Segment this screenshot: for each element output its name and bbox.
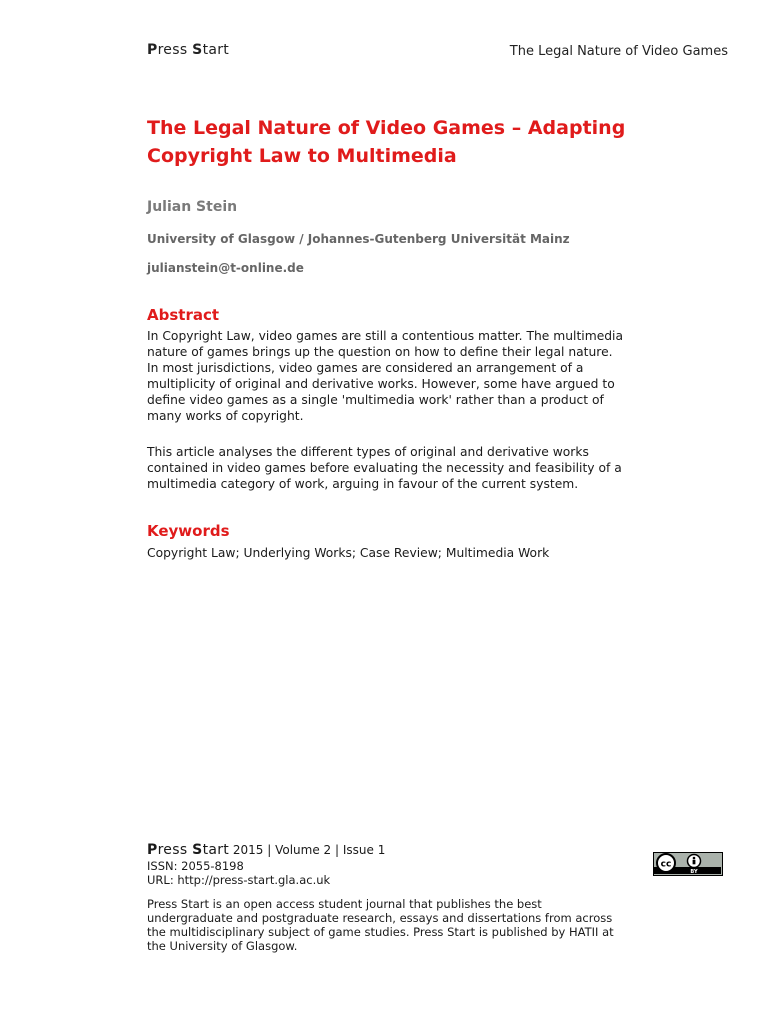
cc-by-label: BY bbox=[690, 869, 698, 874]
logo-part-tart: tart bbox=[202, 42, 230, 58]
footer-volume-issue: 2015 | Volume 2 | Issue 1 bbox=[229, 843, 386, 857]
abstract-heading: Abstract bbox=[147, 306, 220, 324]
keywords-list: Copyright Law; Underlying Works; Case Review; Multimedia Work bbox=[147, 546, 550, 560]
footer-logo bbox=[147, 842, 229, 858]
keywords-heading: Keywords bbox=[147, 522, 230, 540]
logo-letter-s: S bbox=[192, 42, 203, 58]
footer-logo-part-ress: ress bbox=[157, 842, 193, 858]
footer-url[interactable]: URL: http://press-start.gla.ac.uk bbox=[147, 873, 331, 887]
creative-commons-by-icon[interactable] bbox=[653, 852, 723, 876]
running-header-title: The Legal Nature of Video Games bbox=[509, 44, 728, 59]
author-affiliation: University of Glasgow / Johannes-Gutenberg Universität Mainz bbox=[147, 232, 570, 246]
article-title: The Legal Nature of Video Games – Adapting Copyright Law to Multimedia bbox=[147, 117, 626, 167]
svg-text:cc: cc bbox=[660, 859, 672, 870]
running-header-left bbox=[147, 42, 229, 58]
author-email[interactable]: julianstein@t-online.de bbox=[147, 261, 304, 275]
abstract-paragraph-2: This article analyses the different types of original and derivative works contained in video games before evaluating the necessity and feasibility of a multimedia category of work, arguing in favour of the current system. bbox=[147, 445, 622, 491]
abstract-paragraph-1: In Copyright Law, video games are still a contentious matter. The multimedia nature of games brings up the question on how to define their legal nature. In most jurisdictions, video games are considered an arrangement of a multiplicity of original and derivative works. However, some have argued to define video games as a single 'multimedia work' rather than a product of many works of copyright. bbox=[147, 329, 624, 423]
footer-issn: ISSN: 2055-8198 bbox=[147, 859, 244, 873]
footer-logo-letter-p: P bbox=[147, 842, 158, 858]
logo-part-ress: ress bbox=[157, 42, 193, 58]
footer-about: Press Start is an open access student journal that publishes the best undergraduate and postgraduate research, essays and dissertations from across the multidisciplinary subject of game studies. Press Start is published by HATII at the University of Glasgow. bbox=[147, 897, 614, 953]
footer-journal-info bbox=[147, 842, 385, 858]
footer-logo-part-tart: tart bbox=[202, 842, 230, 858]
logo-letter-p: P bbox=[147, 42, 158, 58]
footer-logo-letter-s: S bbox=[192, 842, 203, 858]
author-name: Julian Stein bbox=[147, 199, 238, 215]
